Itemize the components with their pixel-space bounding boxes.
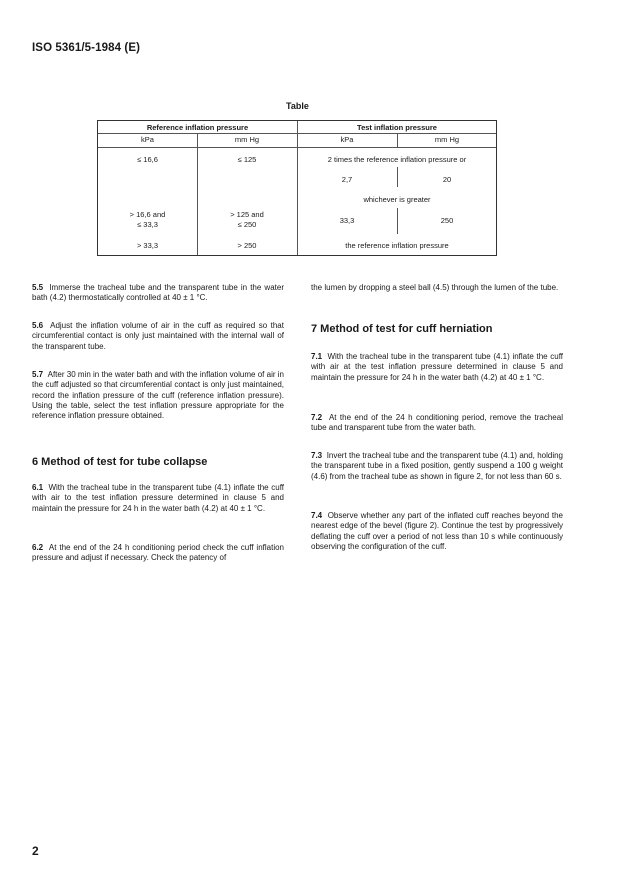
clause-6-2 [32,543,284,564]
clause-number: 7.4 [311,511,323,520]
clause-text: Adjust the inflation volume of air in the cuff as required so that circumferential contact is only just maintained with the internal wall of the transparent tube. [32,321,284,351]
table-col-kpa: kPa [340,135,354,144]
table-cell: ≤ 125 [237,155,257,164]
table-header-reference: Reference inflation pressure [146,123,249,132]
pressure-table [97,120,497,256]
table-col-mmhg: mm Hg [234,135,260,144]
table-divider [98,133,496,134]
clause-text: Immerse the tracheal tube and the transparent tube in the water bath (4.2) thermostatically controlled at 40 ± 1 °C. [32,283,284,303]
clause-7-4 [311,511,563,552]
table-cell: > 125 and [230,210,264,219]
table-header-test: Test inflation pressure [357,123,437,132]
table-divider [98,147,496,148]
clause-number: 7.2 [311,413,323,422]
clause-6-1 [32,483,284,514]
table-cell: 20 [442,175,452,184]
table-cell: the reference inflation pressure [345,241,449,250]
clause-text: After 30 min in the water bath and with the inflation volume of air in the cuff adjusted so that circumferential contact is only just maintained, record the inflation pressure of the cuff (reference inflation pressure). Using the table, select the test inflation pressure appropriate for the reference inflation pressure obtained. [32,370,284,421]
table-cell: 33,3 [339,216,355,225]
table-cell: ≤ 16,6 [137,155,158,164]
table-cell: ≤ 33,3 [137,220,158,229]
clause-5-7 [32,370,284,421]
table-cell: > 16,6 and [129,210,166,219]
clause-text: At the end of the 24 h conditioning period, remove the tracheal tube and transparent tube from the water bath. [311,413,563,433]
clause-5-5 [32,283,284,304]
clause-number: 5.5 [32,283,44,292]
table-cell: whichever is greater [363,195,431,204]
table-divider [197,133,198,255]
clause-number: 6.2 [32,543,44,552]
table-cell: ≤ 250 [237,220,257,229]
clause-6-2-continued: the lumen by dropping a steel ball (4.5) through the lumen of the tube. [311,283,559,292]
section-6-heading: 6 Method of test for tube collapse [32,456,208,468]
table-caption: Table [286,101,309,111]
table-col-kpa: kPa [141,135,154,144]
document-id: ISO 5361/5-1984 (E) [32,42,141,54]
table-cell: 2,7 [341,175,353,184]
table-cell: 250 [440,216,454,225]
clause-text: At the end of the 24 h conditioning period check the cuff inflation pressure and adjust if necessary. Check the patency of [32,543,284,563]
clause-number: 7.3 [311,451,323,460]
clause-text: Observe whether any part of the inflated cuff reaches beyond the nearest edge of the bevel (figure 2). Continue the test by progressively deflating the cuff over a period of not less than 10 s while continuously observing the configuration of the cuff. [311,511,563,551]
section-7-heading: 7 Method of test for cuff herniation [311,323,493,335]
clause-text: With the tracheal tube in the transparent tube (4.1) inflate the cuff with air to the test inflation pressure determined in clause 5 and maintain the pressure for 24 h in the water bath (4.2) at 40 ± 1 °C. [32,483,285,513]
clause-7-1 [311,352,563,383]
clause-number: 5.6 [32,321,44,330]
table-cell: > 250 [237,241,257,250]
clause-number: 6.1 [32,483,44,492]
table-cell: > 33,3 [136,241,159,250]
clause-7-3 [311,451,563,482]
clause-7-2 [311,413,563,434]
page-number: 2 [32,844,39,858]
clause-number: 5.7 [32,370,44,379]
clause-5-6 [32,321,284,352]
clause-text: Invert the tracheal tube and the transparent tube (4.1) and, holding the transparent tube in a fixed position, gently suspend a 100 g weight (4.6) from the tracheal tube as shown in figure 2, for not less than 60 s. [311,451,563,481]
clause-text: With the tracheal tube in the transparent tube (4.1) inflate the cuff with air at the test inflation pressure determined in clause 5 and maintain the pressure for 24 h in the water bath (4.2) at 40 ± 1 °C. [311,352,564,382]
table-col-mmhg: mm Hg [434,135,460,144]
clause-number: 7.1 [311,352,323,361]
table-cell: 2 times the reference inflation pressure or [327,155,467,164]
